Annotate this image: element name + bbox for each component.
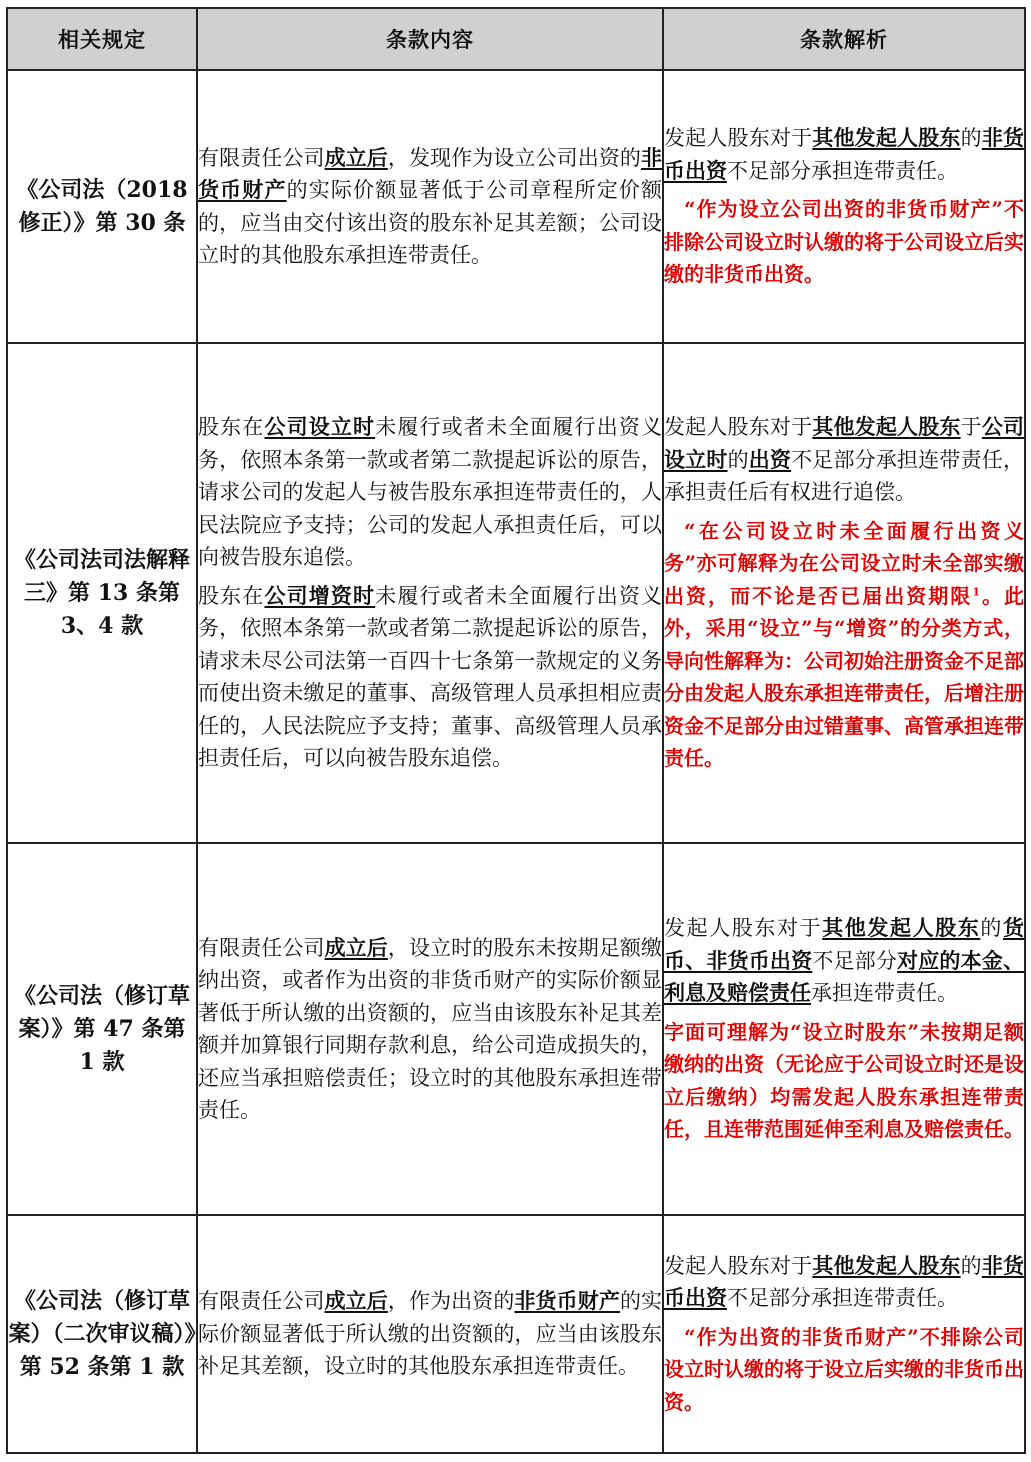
text-segment: 不足部分 — [812, 948, 898, 973]
clause-paragraph — [198, 580, 662, 775]
text-segment: 发起人股东对于 — [664, 1253, 813, 1278]
footnote-marker[interactable]: 1 — [972, 585, 980, 599]
note-text: 。此外，采用“设立”与“增资”的分类方式，导向性解释为：公司初始注册资金不足部分由发起人股东承担连带责任，后增注册资金不足部分由过错董事、高管承担连带责任。 — [664, 583, 1025, 771]
emphasized-term: 货币、非货币出资 — [664, 915, 1025, 973]
text-segment: 有限责任公司 — [198, 935, 325, 960]
clause-paragraph — [198, 411, 662, 574]
analysis-paragraph — [664, 122, 1024, 187]
text-segment: 不足部分承担连带责任。 — [727, 158, 958, 183]
emphasized-term: 其他发起人股东 — [822, 915, 981, 941]
table-row — [7, 843, 1025, 1215]
analysis-paragraph — [664, 411, 1024, 509]
provisions-table — [6, 7, 1026, 1454]
text-segment: 承担连带责任。 — [811, 981, 958, 1006]
emphasized-term: 非货币财产 — [514, 1288, 620, 1314]
text-segment: 未履行或者未全面履行出资义务，依照本条第一款或者第二款提起诉讼的原告，请求公司的发起人与被告股东承担连带责任的，人民法院应予支持；公司的发起人承担责任后，可以向被告股东追偿。 — [198, 415, 663, 570]
header-clause-analysis: 条款解析 — [663, 8, 1025, 70]
header-related-provision: 相关规定 — [7, 8, 197, 70]
clause-content — [197, 70, 663, 343]
table-row — [7, 70, 1025, 343]
table-row — [7, 1215, 1025, 1453]
emphasized-term: 公司增资时 — [264, 582, 376, 608]
clause-analysis — [663, 1215, 1025, 1453]
text-segment: 的 — [960, 126, 982, 151]
clause-content — [197, 843, 663, 1215]
text-segment: 的 — [960, 1253, 982, 1278]
analysis-note — [664, 515, 1024, 775]
clause-content — [197, 1215, 663, 1453]
emphasized-term: 其他发起人股东 — [812, 1252, 961, 1278]
text-segment: ，设立时的股东未按期足额缴纳出资，或者作为出资的非货币财产的实际价额显著低于所认缴的出资额的，应当由该股东补足其差额并加算银行同期存款利息，给公司造成损失的，还应当承担赔偿责任；设立时的其他股东承担连带责任。 — [198, 935, 663, 1122]
clause-analysis — [663, 70, 1025, 343]
analysis-note: 字面可理解为“设立时股东”未按期足额缴纳的出资（无论应于公司设立时还是设立后缴纳）均需发起人股东承担连带责任，且连带范围延伸至利息及赔偿责任。 — [664, 1019, 1024, 1142]
law-reference: 《公司法司法解释三》第 13 条第 3、4 款 — [7, 343, 197, 843]
analysis-paragraph — [664, 912, 1024, 1010]
law-reference: 《公司法（修订草案）》第 47 条第 1 款 — [7, 843, 197, 1215]
text-segment: ，作为出资的 — [387, 1289, 515, 1314]
emphasized-term: 公司设立时 — [264, 414, 376, 440]
emphasized-term: 出资 — [748, 446, 792, 472]
clause-paragraph — [198, 142, 662, 272]
text-segment: 的实际价额显著低于公司章程所定价额的，应当由交付该出资的股东补足其差额；公司设立时的其他股东承担连带责任。 — [198, 178, 663, 267]
text-segment: 发起人股东对于 — [664, 415, 813, 440]
note-text: “在公司设立时未全面履行出资义务”亦可解释为在公司设立时未全部实缴出资，而不论是否已届出资期限 — [664, 518, 1024, 608]
clause-analysis — [663, 843, 1025, 1215]
text-segment: 发起人股东对于 — [664, 916, 823, 941]
text-segment: 不足部分承担连带责任。 — [727, 1286, 958, 1311]
law-reference: 《公司法（2018 修正）》第 30 条 — [7, 70, 197, 343]
emphasized-term: 非货币财产 — [198, 144, 663, 202]
emphasized-term: 对应的本金、利息及赔偿责任 — [664, 947, 1024, 1006]
emphasized-term: 其他发起人股东 — [812, 414, 961, 440]
emphasized-term: 公司设立时 — [664, 414, 1024, 472]
text-segment: 于 — [960, 415, 982, 440]
text-segment: 股东在 — [198, 415, 265, 440]
text-segment: 的实际价额显著低于所认缴的出资额的，应当由该股东补足其差额，设立时的其他股东承担连带责任。 — [198, 1289, 663, 1379]
emphasized-term: 成立后 — [324, 1288, 388, 1314]
table-row — [7, 343, 1025, 843]
clause-paragraph — [198, 932, 662, 1127]
analysis-paragraph — [664, 1250, 1024, 1315]
analysis-note: “作为设立公司出资的非货币财产”不排除公司设立时认缴的将于公司设立后实缴的非货币出资。 — [664, 197, 1024, 287]
clause-analysis — [663, 343, 1025, 843]
text-segment: 的 — [980, 916, 1004, 941]
emphasized-term: 成立后 — [324, 934, 388, 960]
text-segment: ，发现作为设立公司出资的 — [387, 145, 642, 170]
analysis-note: “作为出资的非货币财产”不排除公司设立时认缴的将于设立后实缴的非货币出资。 — [664, 1324, 1024, 1414]
clause-paragraph — [198, 1285, 662, 1383]
text-segment: 有限责任公司 — [198, 145, 325, 170]
text-segment: 的 — [727, 447, 749, 472]
text-segment: 发起人股东对于 — [664, 126, 813, 151]
law-reference: 《公司法（修订草案）（二次审议稿）》第 52 条第 1 款 — [7, 1215, 197, 1453]
emphasized-term: 其他发起人股东 — [812, 125, 961, 151]
emphasized-term: 非货币出资 — [664, 125, 1024, 183]
header-row — [7, 8, 1025, 70]
clause-content — [197, 343, 663, 843]
emphasized-term: 非货币出资 — [664, 1252, 1024, 1311]
text-segment: 股东在 — [198, 583, 265, 608]
header-clause-content: 条款内容 — [197, 8, 663, 70]
text-segment: 有限责任公司 — [198, 1289, 325, 1314]
text-segment: 不足部分承担连带责任，承担责任后有权进行追偿。 — [664, 447, 1024, 505]
emphasized-term: 成立后 — [324, 144, 388, 170]
text-segment: 未履行或者未全面履行出资义务，依照本条第一款或者第二款提起诉讼的原告，请求未尽公司法第一百四十七条第一款规定的义务而使出资未缴足的董事、高级管理人员承担相应责任的，人民法院应予支持；董事、高级管理人员承担责任后，可以向被告股东追偿。 — [198, 583, 663, 771]
